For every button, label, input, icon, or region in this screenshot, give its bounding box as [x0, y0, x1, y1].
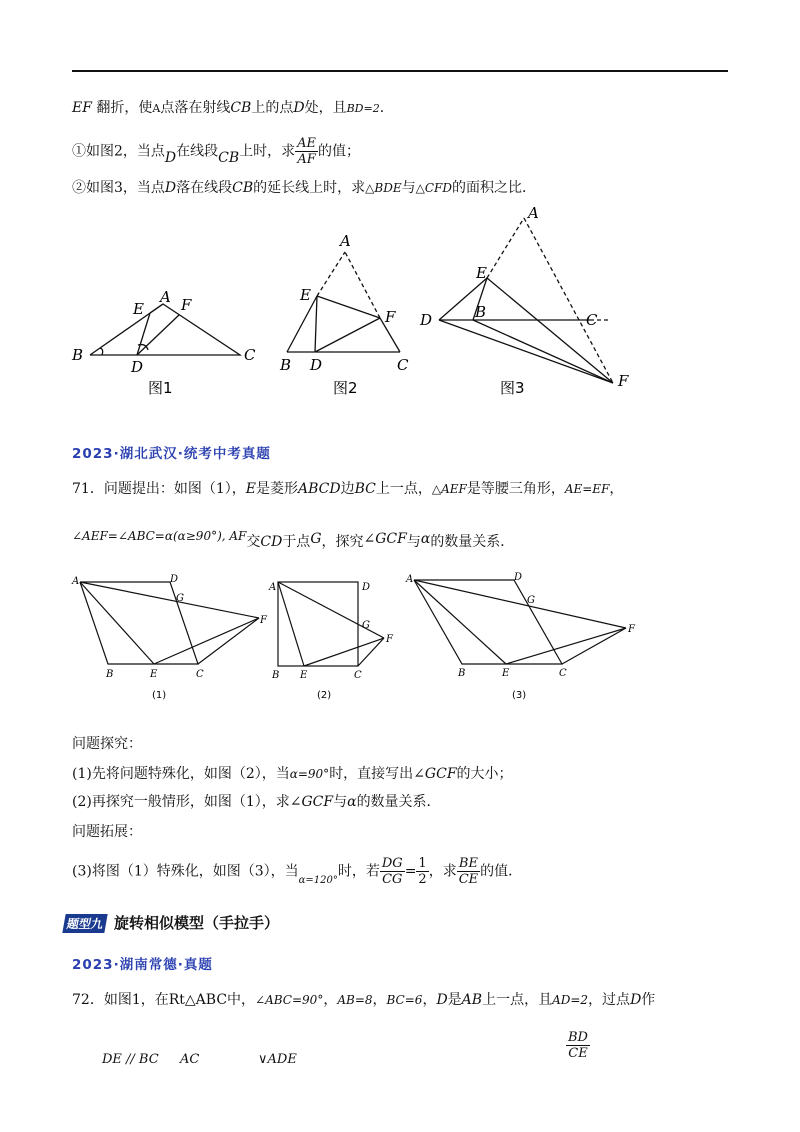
- fig2-label-c: C: [397, 356, 409, 374]
- fig3-label-e: E: [476, 264, 487, 282]
- fig1-label-d: D: [131, 358, 144, 376]
- p72-intro: 72．如图1，在Rt△ABC中，∠ABC=90°，AB=8，BC=6，D是AB上一点，且AD=2，过点D作: [72, 992, 656, 1008]
- p71-intro: 71．问题提出：如图（1），E是菱形ABCD边BC上一点，△AEF是等腰三角形，AE=EF，: [72, 481, 624, 497]
- type-badge: 题型九: [62, 914, 107, 933]
- fig71-2-caption: (2): [317, 690, 332, 701]
- fig71-3-label-f: F: [628, 624, 635, 635]
- fig1-caption: 图1: [148, 379, 173, 397]
- p71-part2: (2)再探究一般情形，如图（1），求∠GCF与α的数量关系．: [72, 794, 441, 810]
- fig1-label-a: A: [160, 288, 171, 306]
- p71-part3: (3)将图（1）特殊化，如图（3），当$_{\alpha=120^\circ}$时，若 $\frac{DG}{CG}$ = $\frac{1}{2}$ ，求 $\frac{BE}{CE}$ 的值．: [72, 856, 523, 887]
- fig71-3-label-e: E: [502, 668, 510, 679]
- fig71-3-cf: [562, 628, 626, 664]
- fig1-label-b: B: [72, 346, 84, 364]
- fig71-3-ef: [506, 628, 626, 664]
- fig2-label-a: A: [340, 232, 351, 250]
- fig71-2-label-f: F: [386, 634, 393, 645]
- fig71-3-label-c: C: [559, 668, 567, 679]
- fig71-1-label-f: F: [260, 615, 267, 626]
- fig3-label-c: C: [586, 311, 598, 329]
- figure-3: [439, 218, 613, 383]
- fig2-segment-ed: [315, 296, 317, 352]
- fig1-label-f: F: [181, 296, 192, 314]
- fig71-3-af: [414, 580, 626, 628]
- fig3-line-ef: [487, 278, 613, 383]
- fig71-1-label-g: G: [176, 593, 184, 604]
- fig71-3-caption: (3): [512, 690, 527, 701]
- fig71-2-label-a: A: [269, 582, 277, 593]
- fig71-3-label-b: B: [458, 668, 466, 679]
- fraction-one-half: $\frac{1}{2}$: [418, 856, 427, 887]
- p71-figures: [66, 570, 666, 710]
- fig71-3-label-a: A: [406, 574, 414, 585]
- fig71-2-ae: [278, 582, 304, 666]
- fig71-3-ae: [414, 580, 506, 664]
- fig3-label-a: A: [528, 204, 539, 222]
- type-title: 旋转相似模型（手拉手）: [114, 914, 280, 932]
- fig2-segment-fd: [315, 318, 380, 352]
- fig71-2-label-e: E: [300, 670, 308, 681]
- figure-1: [90, 304, 240, 355]
- fig71-1-label-e: E: [150, 669, 158, 680]
- fig2-label-e: E: [300, 286, 311, 304]
- p72-fragment-1: DE // BC: [102, 1052, 159, 1067]
- fraction-dg-cg: $\frac{DG}{CG}$: [381, 856, 403, 887]
- figure71-1: [80, 582, 259, 664]
- fig1-label-c: C: [244, 346, 256, 364]
- fig2-side-be: [287, 296, 317, 352]
- fig2-label-d: D: [310, 356, 323, 374]
- fraction-be-ce: $\frac{BE}{CE}$: [458, 856, 479, 887]
- fig2-caption: 图2: [333, 379, 358, 397]
- source-tag-changde: 2023·湖南常德·真题: [72, 957, 213, 973]
- fig71-2-label-g: G: [362, 620, 370, 631]
- fig2-label-b: B: [280, 356, 292, 374]
- fig1-triangle: [90, 304, 240, 355]
- fig71-1-label-d: D: [170, 574, 179, 585]
- p72-fragment-4: [566, 1030, 590, 1061]
- fig3-line-df: [439, 320, 613, 383]
- fraction-bd-ce: $\frac{BD}{CE}$: [568, 1030, 588, 1061]
- fig2-label-f: F: [385, 308, 396, 326]
- fig71-2-ef: [304, 638, 384, 666]
- fig1-label-e: E: [133, 300, 144, 318]
- fig71-3-label-g: G: [527, 595, 535, 606]
- fig3-line-bf: [473, 320, 613, 383]
- header-rule: [72, 70, 728, 72]
- p72-fragment-2: AC: [180, 1052, 200, 1067]
- p71-part1: (1)先将问题特殊化，如图（2），当α=90°时，直接写出∠GCF的大小；: [72, 766, 513, 782]
- figure71-3: [414, 580, 626, 664]
- p70-question2: ②如图3，当点D落在线段CB的延长线上时，求△BDE与△CFD的面积之比．: [72, 180, 536, 196]
- p72-fragment-3: ∨ADE: [258, 1052, 297, 1067]
- fig3-label-d: D: [420, 311, 433, 329]
- fig71-1-caption: (1): [152, 690, 167, 701]
- fig2-segment-ef: [317, 296, 380, 318]
- p71-explore-heading: 问题探究：: [72, 736, 142, 752]
- fig71-2-label-d: D: [362, 582, 371, 593]
- p70-figures: [60, 200, 660, 410]
- fig3-dash-ea: [487, 218, 524, 278]
- fig71-2-label-c: C: [354, 670, 362, 681]
- fig2-dash-ea: [317, 252, 345, 296]
- fig3-caption: 图3: [500, 379, 525, 397]
- p71-condition: ∠AEF=∠ABC=α(α≥90°), AF交CD于点G，探究∠GCF与α的数量关系．: [72, 529, 515, 550]
- fig3-label-b: B: [475, 303, 487, 321]
- p70-question1: ①如图2，当点D在线段CB上时，求 $\frac{AE}{AF}$ 的值；: [72, 136, 361, 167]
- fig71-2-label-b: B: [272, 670, 280, 681]
- fraction-ae-af: $\frac{AE}{AF}$: [297, 136, 317, 167]
- fig71-1-label-c: C: [196, 669, 204, 680]
- fig71-3-label-d: D: [514, 572, 523, 583]
- p70-line1: EF 翻折，使A点落在射线CB上的点D处，且BD=2．: [72, 100, 394, 116]
- fig71-3-rhombus: [414, 580, 562, 664]
- p71-extend-heading: 问题拓展：: [72, 824, 142, 840]
- fig71-1-label-b: B: [106, 669, 114, 680]
- fig71-2-square: [278, 582, 358, 666]
- source-tag-wuhan: 2023·湖北武汉·统考中考真题: [72, 446, 271, 462]
- fig3-dash-af: [524, 218, 613, 383]
- fig71-1-label-a: A: [72, 576, 80, 587]
- fig1-angle-b: [100, 348, 103, 355]
- question-type-heading: [64, 912, 279, 933]
- fig3-label-f: F: [618, 372, 629, 390]
